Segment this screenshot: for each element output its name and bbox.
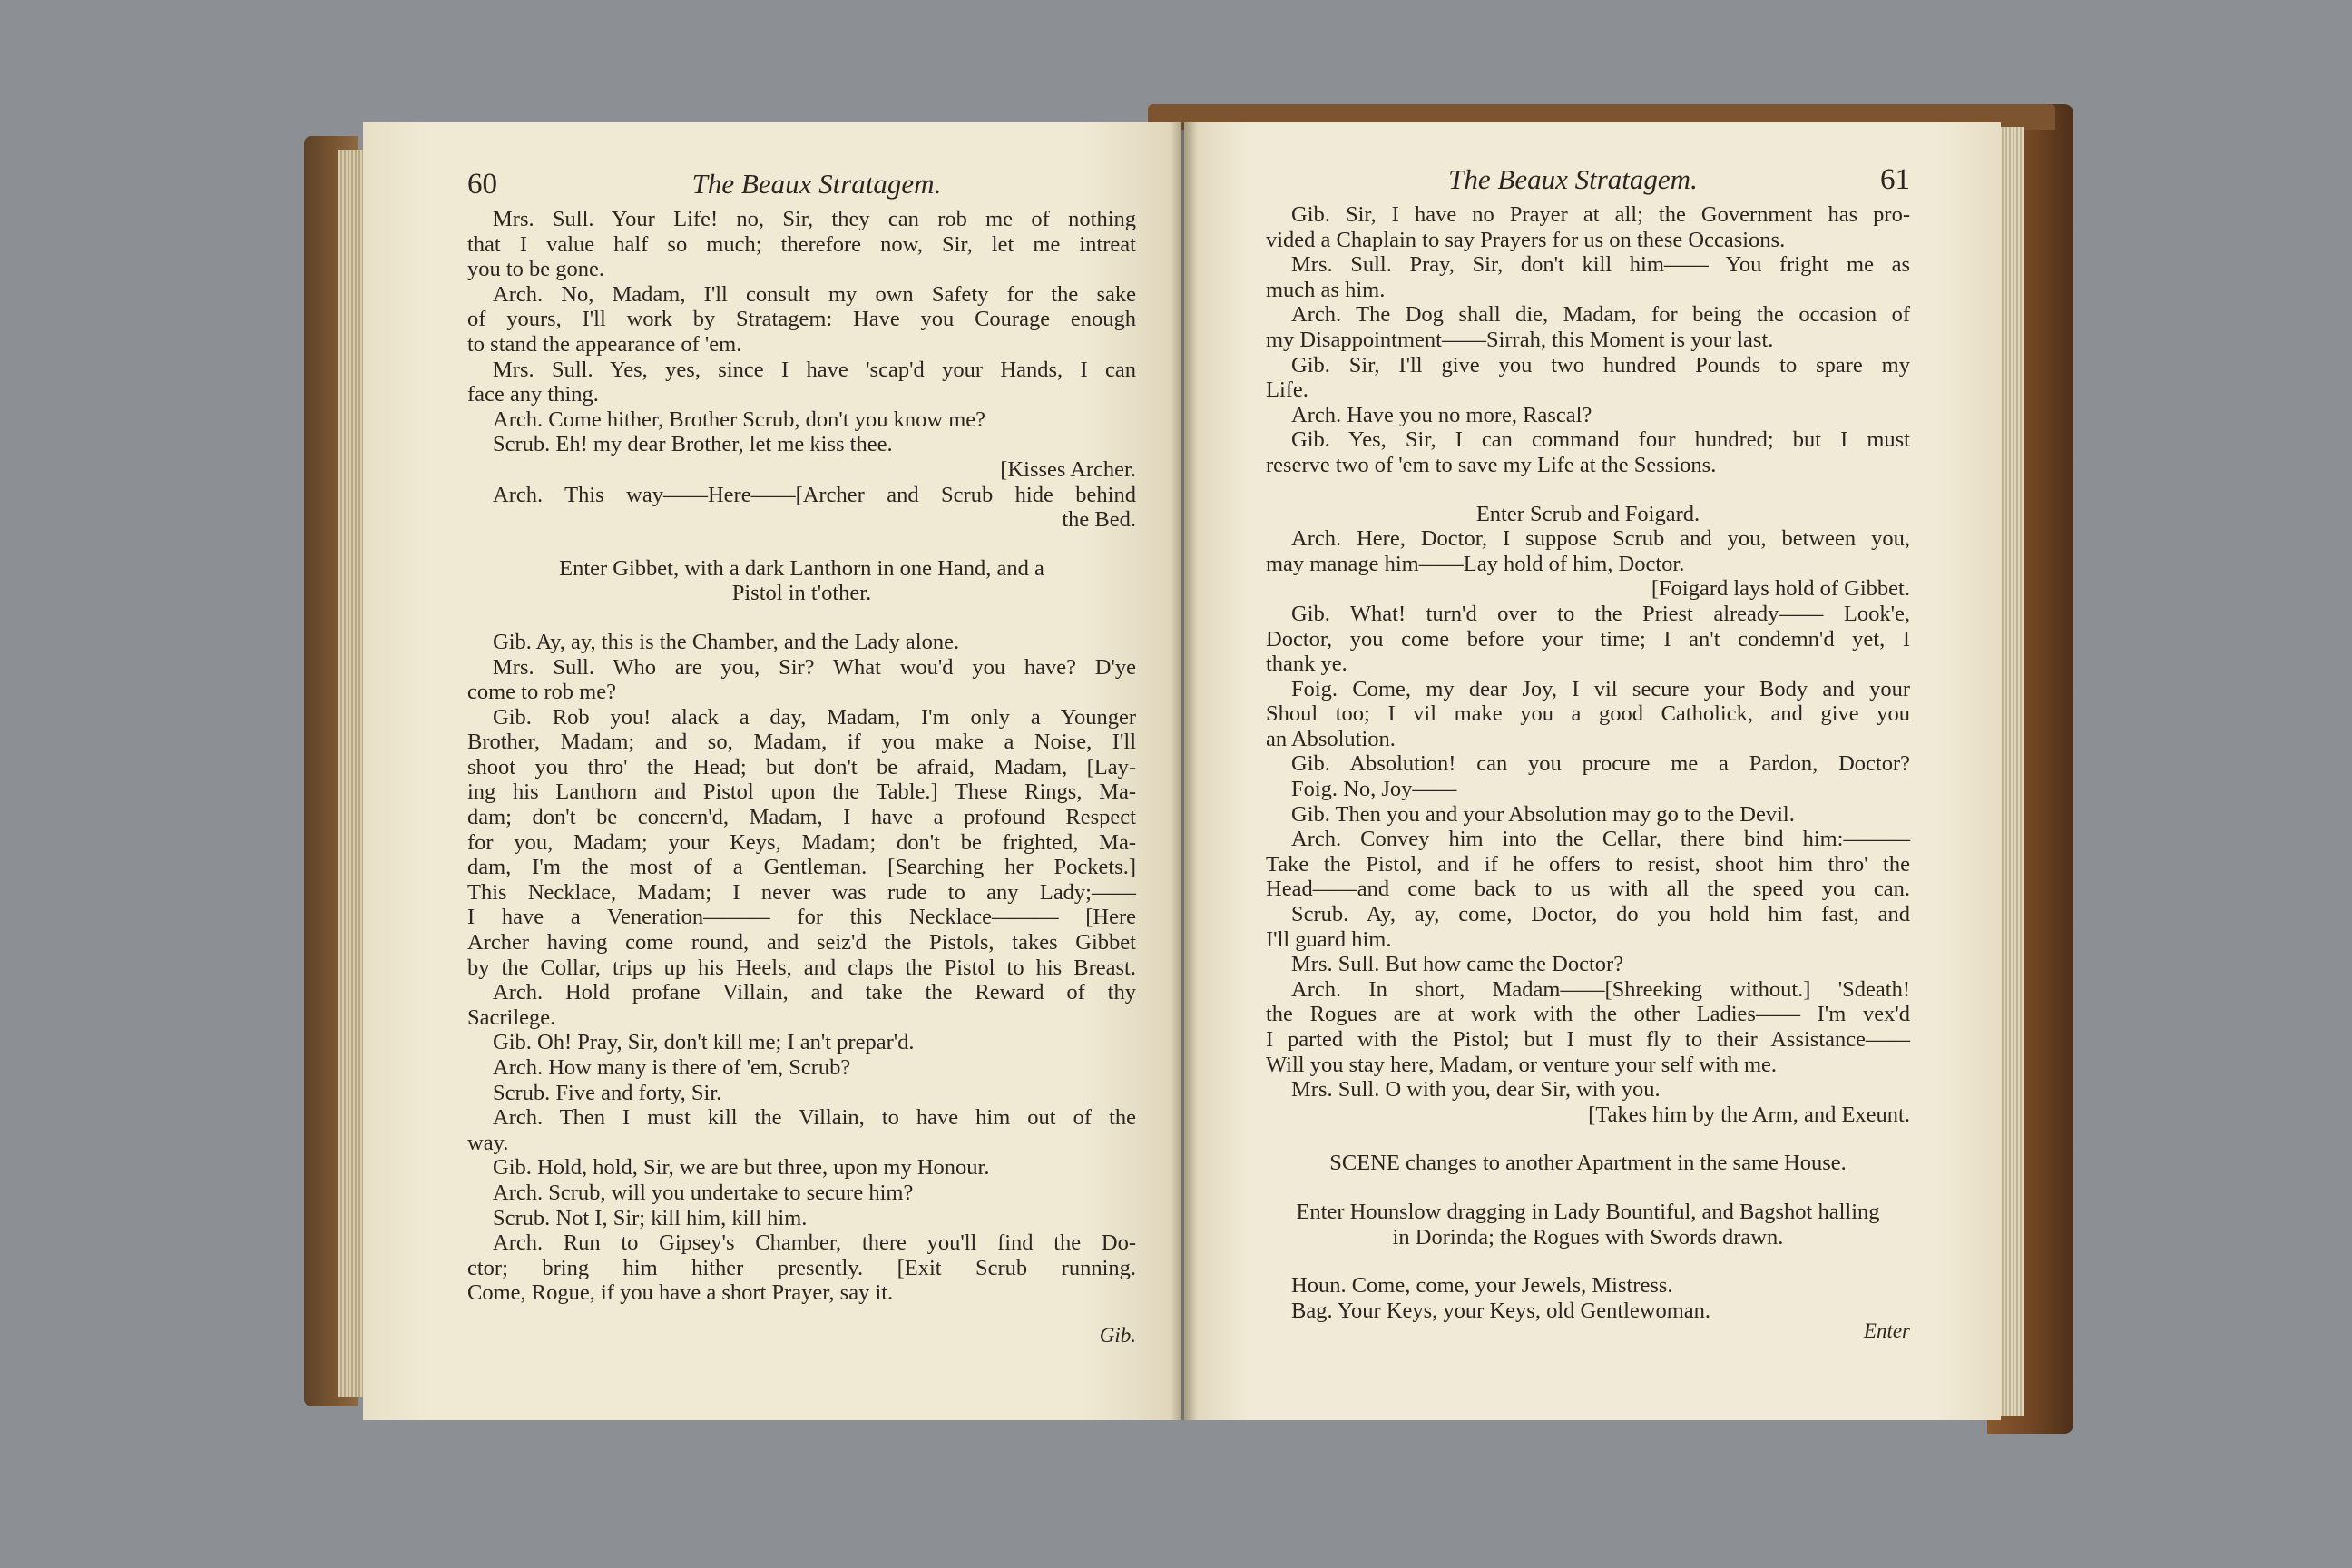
text-line: Scrub. Ay, ay, come, Doctor, do you hold him fast, and xyxy=(1291,902,1910,927)
text-line: Scrub. Five and forty, Sir. xyxy=(493,1080,722,1105)
text-line: dam; don't be concern'd, Madam, I have a profound Respect xyxy=(467,805,1136,830)
right-page xyxy=(1184,122,2001,1420)
text-line: Mrs. Sull. O with you, dear Sir, with you. xyxy=(1291,1077,1661,1102)
text-line: for you, Madam; your Keys, Madam; don't be frighted, Ma- xyxy=(467,829,1136,855)
left-page-text xyxy=(467,207,1136,1306)
text-line: Arch. This way——Here——[Archer and Scrub hide behind xyxy=(493,482,1136,507)
text-line: Arch. Run to Gipsey's Chamber, there you'll find the Do- xyxy=(493,1230,1136,1256)
text-line: Enter Gibbet, with a dark Lanthorn in one Hand, and a xyxy=(559,555,1044,581)
text-line: Gib. Sir, I'll give you two hundred Pounds to spare my xyxy=(1291,352,1910,377)
text-line: by the Collar, trips up his Heels, and claps the Pistol to his Breast. xyxy=(467,955,1136,980)
left-page xyxy=(363,122,1181,1420)
catchword: Gib. xyxy=(1099,1323,1136,1347)
text-line: I have a Veneration——— for this Necklace——— [Here xyxy=(467,905,1136,930)
text-line: SCENE changes to another Apartment in the same House. xyxy=(1329,1151,1847,1176)
text-line: Arch. The Dog shall die, Madam, for being the occasion of xyxy=(1291,302,1910,328)
text-line: Houn. Come, come, your Jewels, Mistress. xyxy=(1291,1273,1673,1298)
text-line: Gib. Hold, hold, Sir, we are but three, upon my Honour. xyxy=(493,1155,990,1181)
text-line: Arch. Come hither, Brother Scrub, don't you know me? xyxy=(493,407,986,432)
text-line: Arch. Here, Doctor, I suppose Scrub and you, between you, xyxy=(1291,526,1910,552)
text-line: vided a Chaplain to say Prayers for us on these Occasions. xyxy=(1266,227,1786,252)
text-line: This Necklace, Madam; I never was rude to any Lady;—— xyxy=(467,879,1136,905)
right-page-header xyxy=(1266,163,1910,197)
text-line: Will you stay here, Madam, or venture your self with me. xyxy=(1266,1052,1778,1077)
page-number: 61 xyxy=(1880,163,1910,196)
open-book xyxy=(304,100,2073,1434)
text-line: Doctor, you come before your time; I an't condemn'd yet, I xyxy=(1266,626,1910,652)
text-line: ctor; bring him hither presently. [Exit Scrub running. xyxy=(467,1255,1136,1280)
running-title: The Beaux Stratagem. xyxy=(1448,163,1698,195)
text-line: Arch. In short, Madam——[Shreeking without.] 'Sdeath! xyxy=(1291,976,1910,1002)
running-title: The Beaux Stratagem. xyxy=(691,168,942,200)
text-line: shoot you thro' the Head; but don't be afraid, Madam, [Lay- xyxy=(467,754,1136,779)
text-line: Arch. How many is there of 'em, Scrub? xyxy=(493,1055,851,1080)
text-line: Head——and come back to us with all the speed you can. xyxy=(1266,877,1910,902)
text-line: Mrs. Sull. Yes, yes, since I have 'scap'd your Hands, I can xyxy=(493,357,1136,382)
text-line: Enter Hounslow dragging in Lady Bountiful, and Bagshot halling xyxy=(1296,1199,1880,1224)
text-line: Arch. Have you no more, Rascal? xyxy=(1291,402,1592,427)
text-line: Enter Scrub and Foigard. xyxy=(1475,501,1700,526)
text-line: in Dorinda; the Rogues with Swords drawn. xyxy=(1392,1224,1784,1250)
text-line: Shoul too; I vil make you a good Catholick, and give you xyxy=(1266,701,1910,727)
text-line: I parted with the Pistol; but I must fly to their Assistance—— xyxy=(1266,1027,1910,1052)
text-line: the Bed. xyxy=(1062,507,1136,533)
text-line: of yours, I'll work by Stratagem: Have you Courage enough xyxy=(467,307,1136,332)
text-line: [Foigard lays hold of Gibbet. xyxy=(1651,576,1910,602)
text-line: an Absolution. xyxy=(1266,726,1396,751)
book-gutter xyxy=(1171,122,1198,1420)
text-line: the Rogues are at work with the other Ladies—— I'm vex'd xyxy=(1266,1002,1910,1027)
text-line: Scrub. Eh! my dear Brother, let me kiss thee. xyxy=(493,432,893,457)
text-line: may manage him——Lay hold of him, Doctor. xyxy=(1266,551,1685,576)
text-line: way. xyxy=(467,1130,509,1155)
text-line: Scrub. Not I, Sir; kill him, kill him. xyxy=(493,1205,808,1230)
text-line: Foig. Come, my dear Joy, I vil secure your Body and your xyxy=(1291,676,1910,701)
page-number: 60 xyxy=(467,168,497,201)
text-line: Arch. Hold profane Villain, and take the Reward of thy xyxy=(493,980,1136,1005)
text-line: Archer having come round, and seiz'd the Pistols, takes Gibbet xyxy=(467,930,1136,956)
text-line: you to be gone. xyxy=(467,257,605,282)
text-line: Gib. Yes, Sir, I can command four hundred; but I must xyxy=(1291,427,1910,453)
text-line: Arch. Convey him into the Cellar, there bind him:——— xyxy=(1291,827,1910,852)
text-line: that I value half so much; therefore now, Sir, let me intreat xyxy=(467,231,1136,257)
text-line: Mrs. Sull. Pray, Sir, don't kill him—— You fright me as xyxy=(1291,252,1910,278)
text-line: Mrs. Sull. Your Life! no, Sir, they can rob me of nothing xyxy=(493,207,1136,231)
text-line: Gib. Rob you! alack a day, Madam, I'm only a Younger xyxy=(493,704,1136,730)
text-line: Arch. No, Madam, I'll consult my own Safety for the sake xyxy=(493,281,1136,307)
text-line: Mrs. Sull. But how came the Doctor? xyxy=(1291,952,1624,977)
text-line: face any thing. xyxy=(467,382,599,407)
text-line: reserve two of 'em to save my Life at the Sessions. xyxy=(1266,452,1717,477)
text-line: Gib. Sir, I have no Prayer at all; the Government has pro- xyxy=(1291,202,1910,227)
left-page-header xyxy=(467,168,1136,201)
text-line: Gib. Ay, ay, this is the Chamber, and the Lady alone. xyxy=(493,629,960,654)
text-line: Brother, Madam; and so, Madam, if you make a Noise, I'll xyxy=(467,730,1136,755)
text-line: to stand the appearance of 'em. xyxy=(467,331,742,357)
text-line: my Disappointment——Sirrah, this Moment is your last. xyxy=(1266,327,1774,352)
text-line: Life. xyxy=(1266,377,1308,403)
text-line: Sacrilege. xyxy=(467,1004,556,1030)
text-line: ing his Lanthorn and Pistol upon the Table.] These Rings, Ma- xyxy=(467,779,1136,805)
text-line: Come, Rogue, if you have a short Prayer, say it. xyxy=(467,1280,894,1306)
text-line: Gib. Oh! Pray, Sir, don't kill me; I an't prepar'd. xyxy=(493,1030,915,1055)
text-line: Bag. Your Keys, your Keys, old Gentlewoman. xyxy=(1291,1298,1711,1323)
text-line: Foig. No, Joy—— xyxy=(1291,777,1457,802)
text-line: [Takes him by the Arm, and Exeunt. xyxy=(1588,1102,1910,1127)
text-line: come to rob me? xyxy=(467,680,616,705)
text-line: Gib. What! turn'd over to the Priest already—— Look'e, xyxy=(1291,601,1910,626)
text-line: [Kisses Archer. xyxy=(1000,456,1136,482)
text-line: Arch. Then I must kill the Villain, to have him out of the xyxy=(493,1105,1136,1131)
text-line: Gib. Then you and your Absolution may go to the Devil. xyxy=(1291,801,1795,827)
text-line: Pistol in t'other. xyxy=(731,581,872,606)
text-line: I'll guard him. xyxy=(1266,926,1392,952)
text-line: Gib. Absolution! can you procure me a Pardon, Doctor? xyxy=(1291,751,1910,777)
text-line: Mrs. Sull. Who are you, Sir? What wou'd you have? D'ye xyxy=(493,654,1136,680)
text-line: much as him. xyxy=(1266,277,1386,302)
catchword: Enter xyxy=(1863,1319,1910,1343)
text-line: thank ye. xyxy=(1266,652,1348,677)
text-line: dam, I'm the most of a Gentleman. [Searching her Pockets.] xyxy=(467,855,1136,880)
text-line: Take the Pistol, and if he offers to resist, shoot him thro' the xyxy=(1266,851,1910,877)
text-line: Arch. Scrub, will you undertake to secure him? xyxy=(493,1180,914,1205)
right-page-text xyxy=(1266,202,1910,1323)
